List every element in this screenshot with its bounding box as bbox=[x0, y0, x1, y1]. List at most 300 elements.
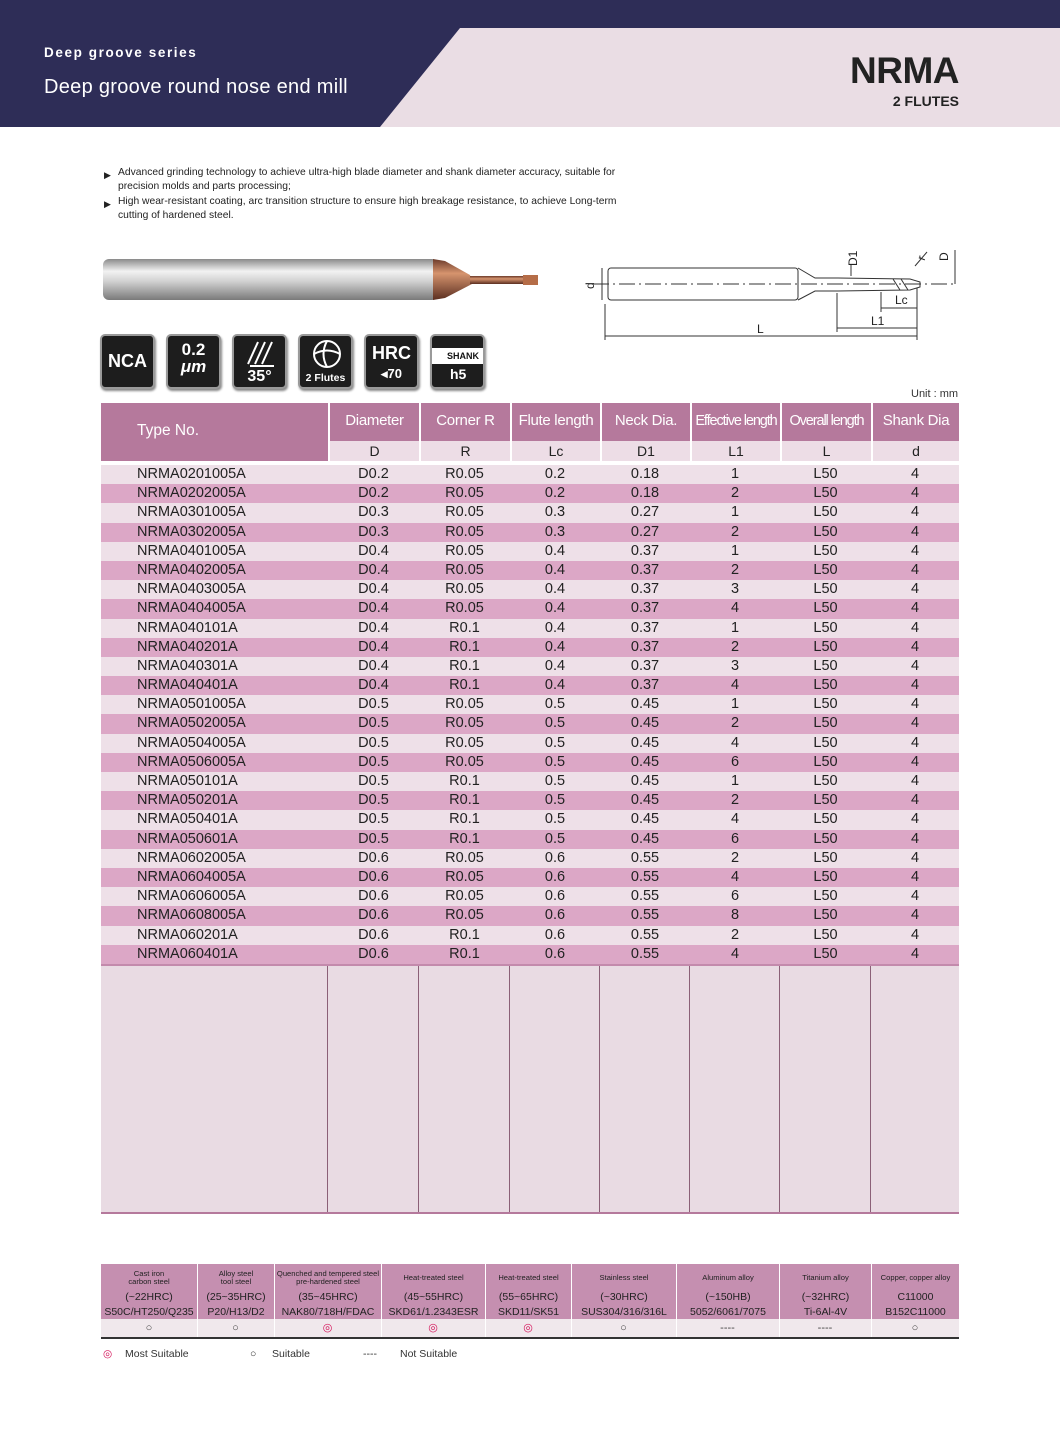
helix-value: 35° bbox=[247, 368, 272, 385]
table-row bbox=[101, 887, 959, 906]
series-label: Deep groove series bbox=[44, 45, 198, 60]
value-cell: 4 bbox=[730, 945, 740, 962]
value-cell: D0.3 bbox=[358, 504, 389, 521]
suitability-row bbox=[101, 1319, 959, 1339]
table-row bbox=[101, 906, 959, 925]
value-cell: 4 bbox=[910, 888, 920, 905]
value-cell: R0.05 bbox=[445, 696, 484, 713]
value-cell: 1 bbox=[730, 619, 740, 636]
table-row bbox=[101, 753, 959, 772]
value-cell: 4 bbox=[910, 561, 920, 578]
value-cell: L50 bbox=[813, 600, 838, 617]
header-col-l1 bbox=[690, 403, 780, 461]
value-cell: 0.4 bbox=[544, 619, 566, 636]
type-no-cell: NRMA0202005A bbox=[137, 485, 246, 502]
column-title: Corner R bbox=[436, 412, 495, 429]
badge-flutes bbox=[298, 334, 353, 389]
value-cell: D0.5 bbox=[358, 734, 389, 751]
badge-tolerance bbox=[166, 334, 221, 389]
material-hardness: C11000 bbox=[897, 1291, 934, 1303]
header-col-l bbox=[780, 403, 871, 461]
value-cell: 4 bbox=[910, 868, 920, 885]
value-cell: 4 bbox=[910, 734, 920, 751]
value-cell: 4 bbox=[910, 542, 920, 559]
type-no-cell: NRMA040401A bbox=[137, 677, 238, 694]
feature-text: High wear-resistant coating, arc transition structure to ensure high breakage resistance, to achieve Long-term cutting of hardened steel. bbox=[118, 195, 617, 221]
value-cell: 0.4 bbox=[544, 561, 566, 578]
value-cell: L50 bbox=[813, 561, 838, 578]
table-row bbox=[101, 830, 959, 849]
value-cell: L50 bbox=[813, 523, 838, 540]
type-no-cell: NRMA0501005A bbox=[137, 696, 246, 713]
material-title: tool steel bbox=[220, 1277, 252, 1286]
value-cell: 0.4 bbox=[544, 677, 566, 694]
value-cell: L50 bbox=[813, 888, 838, 905]
value-cell: 1 bbox=[730, 504, 740, 521]
value-cell: 2 bbox=[730, 849, 740, 866]
suitable-icon: ○ bbox=[250, 1348, 257, 1360]
column-title: Shank Dia bbox=[882, 412, 950, 429]
value-cell: 4 bbox=[730, 677, 740, 694]
type-no-cell: NRMA0404005A bbox=[137, 600, 246, 617]
value-cell: 0.27 bbox=[630, 504, 660, 521]
material-col bbox=[101, 1264, 197, 1319]
value-cell: L50 bbox=[813, 638, 838, 655]
table-row bbox=[101, 734, 959, 753]
value-cell: 2 bbox=[730, 561, 740, 578]
value-cell: 4 bbox=[910, 811, 920, 828]
value-cell: L50 bbox=[813, 773, 838, 789]
value-cell: D0.4 bbox=[358, 542, 389, 559]
suitability-mark: ○ bbox=[620, 1322, 627, 1334]
material-col bbox=[485, 1264, 571, 1319]
value-cell: D0.4 bbox=[358, 581, 389, 598]
table-row bbox=[101, 484, 959, 503]
value-cell: L50 bbox=[813, 868, 838, 885]
value-cell: L50 bbox=[813, 696, 838, 713]
table-row bbox=[101, 638, 959, 657]
column-title: Flute length bbox=[518, 412, 594, 429]
column-symbol: Lc bbox=[512, 441, 600, 461]
material-title: Alloy steel bbox=[218, 1268, 254, 1278]
value-cell: 0.55 bbox=[630, 907, 660, 924]
material-col bbox=[779, 1264, 871, 1319]
material-header bbox=[101, 1264, 959, 1319]
type-no-cell: NRMA0402005A bbox=[137, 561, 246, 578]
badge-shank-tolerance bbox=[430, 334, 485, 389]
value-cell: 0.5 bbox=[544, 792, 566, 809]
most-suitable-icon: ◎ bbox=[103, 1348, 113, 1360]
not-suitable-label: Not Suitable bbox=[400, 1348, 458, 1360]
badge-coating bbox=[100, 334, 155, 389]
column-symbol: d bbox=[873, 441, 959, 461]
type-no-cell: NRMA050101A bbox=[137, 773, 238, 789]
value-cell: R0.05 bbox=[445, 485, 484, 502]
value-cell: 2 bbox=[730, 485, 740, 502]
column-title: Effective length bbox=[695, 413, 777, 429]
badge-helix-angle bbox=[232, 334, 287, 389]
type-no-cell: NRMA0302005A bbox=[137, 523, 246, 540]
value-cell: 4 bbox=[730, 868, 740, 885]
value-cell: 0.4 bbox=[544, 638, 566, 655]
value-cell: R0.1 bbox=[449, 677, 480, 694]
value-cell: D0.6 bbox=[358, 849, 389, 866]
value-cell: D0.5 bbox=[358, 773, 389, 789]
table-row bbox=[101, 676, 959, 695]
value-cell: L50 bbox=[813, 830, 838, 847]
material-grades: SUS304/316/316L bbox=[581, 1306, 667, 1318]
value-cell: 0.6 bbox=[544, 945, 566, 962]
material-hardness: (25~35HRC) bbox=[206, 1291, 266, 1303]
value-cell: 4 bbox=[910, 677, 920, 694]
table-row bbox=[101, 714, 959, 733]
value-cell: L50 bbox=[813, 466, 838, 482]
material-hardness: (45~55HRC) bbox=[403, 1291, 464, 1303]
material-title: Quenched and tempered steel bbox=[276, 1268, 380, 1278]
value-cell: R0.1 bbox=[449, 830, 480, 847]
value-cell: R0.05 bbox=[445, 561, 484, 578]
table-row bbox=[101, 523, 959, 542]
material-hardness: (55~65HRC) bbox=[498, 1291, 559, 1303]
material-grades: P20/H13/D2 bbox=[207, 1306, 265, 1318]
value-cell: 2 bbox=[730, 926, 740, 943]
value-cell: R0.1 bbox=[449, 792, 480, 809]
table-row bbox=[101, 791, 959, 810]
value-cell: 0.37 bbox=[630, 677, 660, 694]
value-cell: R0.1 bbox=[449, 638, 480, 655]
value-cell: 4 bbox=[910, 619, 920, 636]
value-cell: D0.5 bbox=[358, 753, 389, 770]
table-row bbox=[101, 580, 959, 599]
shank-label: SHANK bbox=[432, 348, 483, 364]
value-cell: D0.5 bbox=[358, 811, 389, 828]
value-cell: L50 bbox=[813, 677, 838, 694]
value-cell: 0.5 bbox=[544, 830, 566, 847]
type-no-cell: NRMA0401005A bbox=[137, 542, 246, 559]
material-grades: S50C/HT250/Q235 bbox=[104, 1306, 194, 1318]
material-divider bbox=[381, 1319, 382, 1337]
suitability-mark: ---- bbox=[817, 1322, 833, 1334]
value-cell: D0.5 bbox=[358, 715, 389, 732]
material-grades: SKD61/1.2343ESR bbox=[388, 1306, 479, 1318]
hrc-value: ◂70 bbox=[381, 366, 402, 381]
value-cell: 0.4 bbox=[544, 600, 566, 617]
feature-item bbox=[104, 166, 644, 195]
table-row bbox=[101, 695, 959, 714]
suitability-mark: ○ bbox=[232, 1322, 239, 1334]
value-cell: L50 bbox=[813, 849, 838, 866]
end-mill-photo bbox=[100, 255, 545, 305]
value-cell: D0.6 bbox=[358, 907, 389, 924]
value-cell: 4 bbox=[730, 734, 740, 751]
shank-value: h5 bbox=[450, 366, 467, 382]
value-cell: D0.5 bbox=[358, 830, 389, 847]
value-cell: 0.55 bbox=[630, 868, 660, 885]
table-body bbox=[101, 465, 959, 964]
coating-text: NCA bbox=[108, 351, 147, 371]
type-no-label: Type No. bbox=[137, 422, 200, 439]
value-cell: 0.55 bbox=[630, 945, 660, 962]
label-d: d bbox=[583, 282, 597, 289]
material-title: Heat-treated steel bbox=[403, 1272, 464, 1282]
material-divider bbox=[485, 1319, 486, 1337]
column-divider bbox=[870, 966, 871, 1212]
column-title: Diameter bbox=[345, 412, 404, 429]
column-divider bbox=[689, 966, 690, 1212]
table-row bbox=[101, 619, 959, 638]
value-cell: 0.6 bbox=[544, 849, 566, 866]
value-cell: R0.05 bbox=[445, 466, 484, 482]
column-title: Overall length bbox=[789, 413, 864, 429]
table-row bbox=[101, 849, 959, 868]
material-col bbox=[676, 1264, 779, 1319]
material-grades: 5052/6061/7075 bbox=[690, 1306, 766, 1318]
value-cell: 0.45 bbox=[630, 792, 660, 809]
suitability-mark: ○ bbox=[911, 1322, 919, 1334]
value-cell: 4 bbox=[910, 830, 920, 847]
value-cell: 0.55 bbox=[630, 926, 660, 943]
table-row bbox=[101, 503, 959, 522]
type-no-cell: NRMA040201A bbox=[137, 638, 238, 655]
value-cell: 4 bbox=[910, 466, 920, 482]
column-divider bbox=[327, 966, 328, 1212]
material-divider bbox=[197, 1319, 198, 1337]
value-cell: 0.2 bbox=[544, 485, 566, 502]
value-cell: 0.4 bbox=[544, 657, 566, 674]
header-col-r bbox=[419, 403, 510, 461]
column-symbol: L bbox=[782, 441, 871, 461]
value-cell: L50 bbox=[813, 485, 838, 502]
material-divider bbox=[571, 1319, 572, 1337]
value-cell: R0.1 bbox=[449, 657, 480, 674]
spec-badges bbox=[100, 334, 485, 389]
value-cell: 6 bbox=[730, 888, 740, 905]
value-cell: 4 bbox=[910, 638, 920, 655]
model-code: NRMA bbox=[850, 50, 959, 91]
table-row bbox=[101, 599, 959, 618]
material-col bbox=[381, 1264, 485, 1319]
material-col bbox=[871, 1264, 959, 1319]
column-divider bbox=[509, 966, 510, 1212]
value-cell: D0.6 bbox=[358, 945, 389, 962]
bullet-arrow-icon: ▶ bbox=[104, 170, 111, 180]
value-cell: L50 bbox=[813, 657, 838, 674]
label-L: L bbox=[757, 322, 764, 336]
value-cell: D0.5 bbox=[358, 696, 389, 713]
column-symbol: D1 bbox=[602, 441, 690, 461]
material-grades: NAK80/718H/FDAC bbox=[281, 1306, 375, 1318]
value-cell: R0.1 bbox=[449, 926, 480, 943]
type-no-cell: NRMA040301A bbox=[137, 657, 238, 674]
type-no-cell: NRMA0602005A bbox=[137, 849, 246, 866]
value-cell: D0.4 bbox=[358, 561, 389, 578]
table-row bbox=[101, 542, 959, 561]
value-cell: 3 bbox=[730, 581, 740, 598]
unit-label: Unit : mm bbox=[911, 388, 959, 400]
material-hardness: (~30HRC) bbox=[600, 1291, 648, 1303]
value-cell: 0.55 bbox=[630, 849, 660, 866]
tolerance-value: 0.2 bbox=[181, 340, 206, 359]
value-cell: 0.5 bbox=[544, 715, 566, 732]
flutes-label: 2 FLUTES bbox=[892, 93, 959, 109]
value-cell: 0.6 bbox=[544, 907, 566, 924]
type-no-cell: NRMA050601A bbox=[137, 830, 238, 847]
value-cell: L50 bbox=[813, 734, 838, 751]
type-no-cell: NRMA050401A bbox=[137, 811, 238, 828]
value-cell: L50 bbox=[813, 945, 838, 962]
value-cell: D0.4 bbox=[358, 657, 389, 674]
label-D1: D1 bbox=[846, 250, 860, 266]
material-title: Titanium alloy bbox=[802, 1272, 849, 1282]
type-no-cell: NRMA0608005A bbox=[137, 907, 246, 924]
value-cell: 2 bbox=[730, 715, 740, 732]
table-row bbox=[101, 657, 959, 676]
column-symbol: D bbox=[330, 441, 419, 461]
header-col-d bbox=[328, 403, 419, 461]
type-no-cell: NRMA060401A bbox=[137, 945, 238, 962]
value-cell: 0.2 bbox=[544, 466, 566, 482]
value-cell: 0.45 bbox=[630, 811, 660, 828]
value-cell: D0.5 bbox=[358, 792, 389, 809]
value-cell: 4 bbox=[910, 696, 920, 713]
flute-section-icon bbox=[300, 337, 353, 371]
value-cell: 0.6 bbox=[544, 888, 566, 905]
type-no-cell: NRMA0301005A bbox=[137, 504, 246, 521]
suitability-mark: ◎ bbox=[523, 1322, 533, 1334]
value-cell: R0.05 bbox=[445, 753, 484, 770]
type-no-cell: NRMA040101A bbox=[137, 619, 238, 636]
value-cell: 4 bbox=[910, 523, 920, 540]
table-header bbox=[101, 403, 959, 461]
label-r: r bbox=[914, 253, 929, 263]
material-hardness: (~150HB) bbox=[705, 1291, 751, 1303]
value-cell: 0.18 bbox=[630, 485, 660, 502]
material-hardness: (~22HRC) bbox=[125, 1291, 173, 1303]
value-cell: L50 bbox=[813, 581, 838, 598]
material-title: Heat-treated steel bbox=[498, 1272, 559, 1282]
value-cell: 0.6 bbox=[544, 868, 566, 885]
material-grades: B152C11000 bbox=[885, 1306, 946, 1318]
value-cell: 4 bbox=[910, 773, 920, 789]
material-hardness: (35~45HRC) bbox=[298, 1291, 358, 1303]
material-grades: Ti-6Al-4V bbox=[803, 1306, 848, 1318]
type-no-cell: NRMA060201A bbox=[137, 926, 238, 943]
value-cell: R0.1 bbox=[449, 945, 480, 962]
value-cell: R0.1 bbox=[449, 773, 480, 789]
value-cell: 0.4 bbox=[544, 542, 566, 559]
value-cell: 0.3 bbox=[544, 504, 566, 521]
value-cell: D0.6 bbox=[358, 888, 389, 905]
value-cell: 0.27 bbox=[630, 523, 660, 540]
value-cell: 0.4 bbox=[544, 581, 566, 598]
value-cell: R0.05 bbox=[445, 523, 484, 540]
material-title: Aluminum alloy bbox=[702, 1272, 754, 1282]
value-cell: R0.05 bbox=[445, 849, 484, 866]
product-title: Deep groove round nose end mill bbox=[44, 76, 348, 98]
type-no-cell: NRMA0506005A bbox=[137, 753, 246, 770]
value-cell: R0.05 bbox=[445, 907, 484, 924]
material-divider bbox=[274, 1319, 275, 1337]
value-cell: R0.05 bbox=[445, 581, 484, 598]
value-cell: L50 bbox=[813, 619, 838, 636]
column-title: Neck Dia. bbox=[614, 412, 678, 429]
material-title: Cast iron bbox=[133, 1268, 165, 1278]
value-cell: 1 bbox=[730, 696, 740, 713]
column-divider bbox=[418, 966, 419, 1212]
header-banner bbox=[0, 0, 1060, 127]
type-no-cell: NRMA0201005A bbox=[137, 466, 246, 482]
value-cell: 0.55 bbox=[630, 888, 660, 905]
value-cell: 4 bbox=[910, 849, 920, 866]
value-cell: 0.5 bbox=[544, 811, 566, 828]
material-title: Copper, copper alloy bbox=[880, 1272, 951, 1282]
table-row bbox=[101, 561, 959, 580]
value-cell: R0.1 bbox=[449, 619, 480, 636]
value-cell: L50 bbox=[813, 926, 838, 943]
table-row bbox=[101, 945, 959, 964]
value-cell: 2 bbox=[730, 638, 740, 655]
value-cell: L50 bbox=[813, 504, 838, 521]
value-cell: 1 bbox=[730, 773, 740, 789]
helix-icon bbox=[234, 338, 287, 370]
value-cell: 4 bbox=[910, 485, 920, 502]
value-cell: R0.05 bbox=[445, 734, 484, 751]
suitability-mark: ---- bbox=[720, 1322, 735, 1334]
value-cell: 4 bbox=[910, 907, 920, 924]
value-cell: 0.37 bbox=[630, 619, 660, 636]
value-cell: 1 bbox=[730, 542, 740, 559]
value-cell: L50 bbox=[813, 907, 838, 924]
material-title: carbon steel bbox=[128, 1277, 170, 1286]
material-divider bbox=[676, 1319, 677, 1337]
value-cell: 4 bbox=[910, 657, 920, 674]
value-cell: 4 bbox=[910, 945, 920, 962]
material-col bbox=[571, 1264, 676, 1319]
value-cell: R0.05 bbox=[445, 868, 484, 885]
column-divider bbox=[779, 966, 780, 1212]
suitability-mark: ○ bbox=[145, 1322, 153, 1334]
feature-item bbox=[104, 195, 644, 224]
value-cell: 0.45 bbox=[630, 830, 660, 847]
material-divider bbox=[871, 1319, 872, 1337]
value-cell: D0.4 bbox=[358, 677, 389, 694]
value-cell: L50 bbox=[813, 792, 838, 809]
value-cell: R0.1 bbox=[449, 811, 480, 828]
value-cell: 0.45 bbox=[630, 773, 660, 789]
material-suitability-table bbox=[101, 1264, 959, 1339]
value-cell: 0.37 bbox=[630, 657, 660, 674]
value-cell: 0.6 bbox=[544, 926, 566, 943]
value-cell: D0.4 bbox=[358, 638, 389, 655]
value-cell: 3 bbox=[730, 657, 740, 674]
suitable-label: Suitable bbox=[272, 1348, 310, 1360]
value-cell: 0.37 bbox=[630, 581, 660, 598]
value-cell: D0.2 bbox=[358, 466, 389, 482]
dimension-drawing bbox=[575, 240, 970, 345]
value-cell: 4 bbox=[730, 600, 740, 617]
column-symbol: L1 bbox=[692, 441, 780, 461]
label-Lc: Lc bbox=[895, 293, 908, 307]
value-cell: 0.37 bbox=[630, 561, 660, 578]
suitability-mark: ◎ bbox=[428, 1322, 438, 1334]
flutes-text: 2 Flutes bbox=[305, 372, 346, 384]
tolerance-unit: μm bbox=[180, 357, 207, 376]
value-cell: 0.37 bbox=[630, 638, 660, 655]
value-cell: 6 bbox=[730, 830, 740, 847]
value-cell: 4 bbox=[730, 811, 740, 828]
value-cell: 2 bbox=[730, 792, 740, 809]
value-cell: D0.4 bbox=[358, 600, 389, 617]
